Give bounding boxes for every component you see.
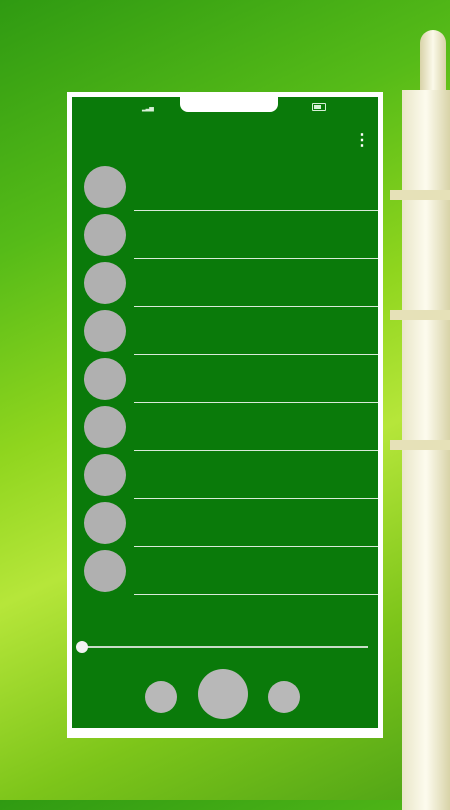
track-number-badge [84,454,126,496]
next-button[interactable] [268,681,300,713]
track-row[interactable] [72,451,378,499]
track-number-badge [84,358,126,400]
signal-icon: ▂▃▅ [142,106,153,112]
track-number-badge [84,262,126,304]
track-number-badge [84,550,126,592]
row-divider [134,594,378,595]
track-row[interactable] [72,211,378,259]
play-pause-button[interactable] [198,669,248,719]
track-row[interactable] [72,355,378,403]
track-number-badge [84,166,126,208]
track-row[interactable] [72,499,378,547]
track-row[interactable] [72,259,378,307]
track-row[interactable] [72,403,378,451]
seek-thumb[interactable] [76,641,88,653]
track-row[interactable] [72,307,378,355]
player-panel [72,609,378,728]
camera-notch [180,97,278,112]
track-list[interactable] [72,163,378,609]
battery-icon [312,103,326,111]
app-bar [72,119,378,163]
track-row[interactable] [72,547,378,595]
track-number-badge [84,214,126,256]
previous-button[interactable] [145,681,177,713]
more-vert-icon[interactable]: ⋮ [354,132,370,149]
track-number-badge [84,406,126,448]
seek-bar[interactable] [82,646,368,648]
app-screen [72,97,378,728]
phone-frame [67,92,383,738]
track-row[interactable] [72,163,378,211]
track-number-badge [84,502,126,544]
minaret-background [390,20,450,800]
track-number-badge [84,310,126,352]
